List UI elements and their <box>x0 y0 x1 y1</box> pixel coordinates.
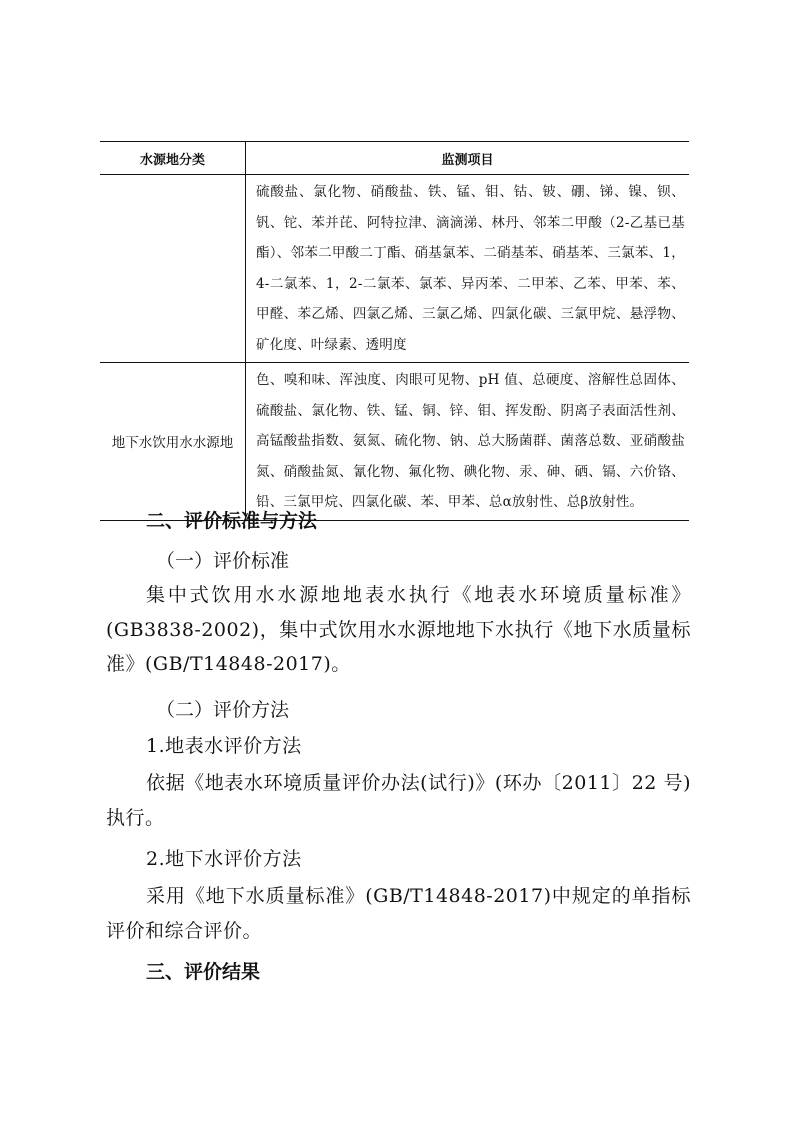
row-items-text: 硫酸盐、氯化物、硝酸盐、铁、锰、钼、钴、铍、硼、锑、镍、钡、钒、铊、苯并芘、阿特拉津、滴滴涕、林丹、邻苯二甲酸（2-乙基已基酯）、邻苯二甲酸二丁酯、硝基氯苯、二硝基苯、硝基苯、三氯苯、1，4-二氯苯、1，2-二氯苯、氯苯、异丙苯、二甲苯、乙苯、甲苯、苯、甲醛、苯乙烯、四氯乙烯、三氯乙烯、四氯化碳、三氯甲烷、悬浮物、矿化度、叶绿素、透明度 <box>256 184 685 353</box>
subsection-title: （二）评价方法 <box>156 699 290 721</box>
table-row <box>100 175 689 363</box>
header-category: 水源地分类 <box>100 142 246 174</box>
method-title: 1.地表水评价方法 <box>146 735 302 757</box>
row-category <box>100 363 246 520</box>
table-header-row <box>100 142 689 175</box>
row-items-text: 色、嗅和味、浑浊度、肉眼可见物、pH 值、总硬度、溶解性总固体、硫酸盐、氯化物、铁、锰、铜、锌、钼、挥发酚、阴离子表面活性剂、高锰酸盐指数、氨氮、硫化物、钠、总大肠菌群、菌落总数、亚硝酸盐氮、硝酸盐氮、氰化物、氟化物、碘化物、汞、砷、硒、镉、六价铬、铅、三氯甲烷、四氯化碳、苯、甲苯、总α放射性、总β放射性。 <box>256 372 685 510</box>
category-label: 地下水饮用水水源地 <box>111 435 234 452</box>
row-items <box>246 363 689 520</box>
row-category <box>100 175 246 362</box>
paragraph: 依据《地表水环境质量评价办法(试行)》(环办〔2011〕22 号)执行。 <box>106 772 691 829</box>
paragraph: 集中式饮用水水源地地表水执行《地表水环境质量标准》(GB3838-2002)，集中式饮用水水源地地下水执行《地下水质量标准》(GB/T14848-2017)。 <box>106 584 691 675</box>
subsection-title: （一）评价标准 <box>156 550 290 572</box>
method-title: 2.地下水评价方法 <box>146 848 302 870</box>
paragraph: 采用《地下水质量标准》(GB/T14848-2017)中规定的单指标评价和综合评价。 <box>106 885 691 942</box>
section-title: 三、评价结果 <box>146 961 261 983</box>
section-title: 二、评价标准与方法 <box>146 510 318 532</box>
row-items <box>246 175 689 362</box>
table-row <box>100 363 689 520</box>
header-items: 监测项目 <box>441 152 494 168</box>
monitoring-table <box>100 141 689 521</box>
